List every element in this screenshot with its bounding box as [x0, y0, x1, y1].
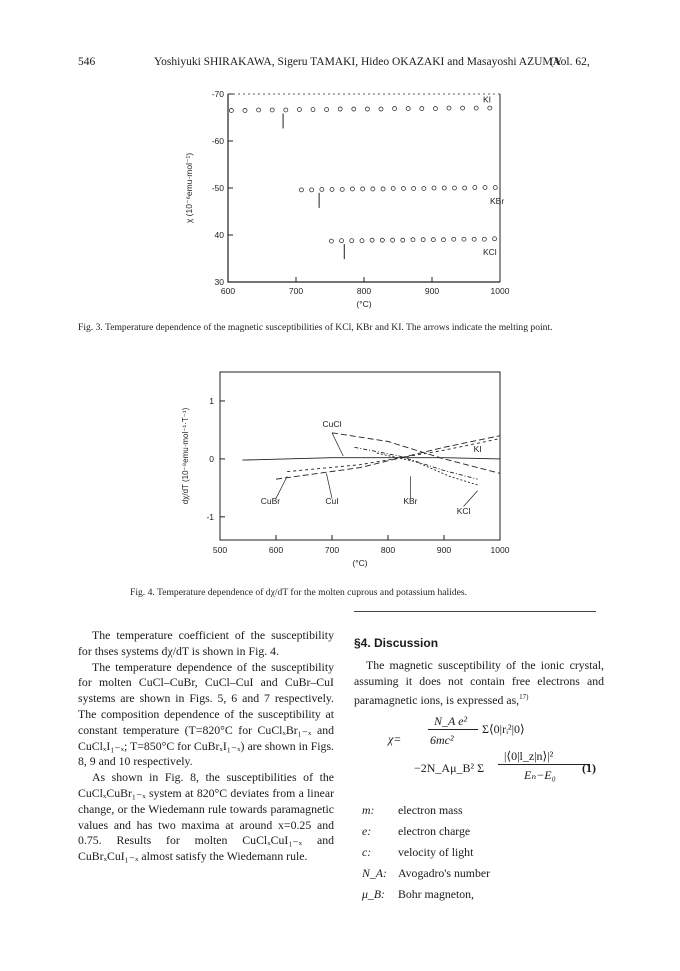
figure-3-y-tick-label: 30: [214, 277, 224, 287]
figure-3-data-point: [352, 107, 356, 111]
figure-4-leader-line: [326, 473, 332, 498]
figure-3-series-label: KI: [483, 94, 492, 105]
figure-3-x-tick-label: 800: [356, 286, 372, 296]
figure-3-data-point: [257, 108, 261, 112]
figure-3-data-point: [461, 106, 465, 110]
figure-3-data-point: [380, 238, 384, 242]
equation-number: (1): [582, 761, 596, 775]
eq-numerator-1: N_A e²: [434, 714, 468, 728]
figure-3-data-point: [442, 186, 446, 190]
figure-3-x-tick-label: 1000: [490, 286, 510, 296]
eq-term-2: −2N_Aμ_B² Σ: [414, 761, 485, 775]
def-text: Avogadro's number: [398, 866, 491, 880]
equation-1: [388, 714, 608, 794]
figure-3-data-point: [310, 188, 314, 192]
reference-mark: 17): [519, 692, 529, 701]
figure-3-data-point: [360, 239, 364, 243]
figure-3-data-point: [433, 107, 437, 111]
figure-4-series-label: CuI: [325, 496, 339, 507]
figure-3-series-label: KCl: [483, 247, 497, 258]
figure-3-data-point: [391, 186, 395, 190]
figure-3-y-tick-label: 40: [214, 230, 224, 240]
figure-3-data-point: [379, 107, 383, 111]
figure-4-series-label: KCl: [456, 505, 471, 516]
figure-4-x-tick-label: 500: [212, 545, 228, 555]
figure-3-data-point: [452, 186, 456, 190]
figure-3-data-point: [422, 186, 426, 190]
figure-3-x-tick-label: 600: [220, 286, 236, 296]
figure-3-y-axis-label: χ (10⁻⁶emu·mol⁻¹): [184, 152, 194, 224]
def-symbol: m:: [362, 803, 375, 817]
figure-4-series-label: CuCl: [322, 419, 342, 430]
right-column: [354, 636, 604, 708]
def-text: electron mass: [398, 803, 463, 817]
figure-3-data-point: [482, 237, 486, 241]
figure-3-data-point: [340, 239, 344, 243]
figure-3-y-tick-label: -70: [211, 89, 224, 99]
figure-3-x-tick-label: 700: [288, 286, 304, 296]
figure-4-x-tick-label: 800: [380, 545, 396, 555]
figure-3-data-point: [243, 108, 247, 112]
def-row: [362, 800, 602, 821]
def-symbol: N_A:: [362, 866, 387, 880]
page-number: 546: [78, 56, 96, 68]
figure-3-data-point: [420, 107, 424, 111]
figure-3-series-label: KBr: [490, 195, 505, 206]
figure-4: [170, 362, 520, 584]
figure-3-data-point: [412, 186, 416, 190]
figure-4-y-axis-label: dχ/dT (10⁻⁸emu·mol⁻¹·T⁻¹): [181, 407, 190, 505]
column-rule: [354, 611, 596, 612]
def-text: electron charge: [398, 824, 471, 838]
figure-4-y-tick-label: 0: [209, 453, 214, 464]
paragraph-2: The temperature dependence of the susceptibility for molten CuCl–CuBr, CuCl–CuI and CuBr–CuI systems are shown in Figs. 5, 6 and 7 respectively. The composition dependence of the susceptibility at constant temperature (T=820°C for CuClₓBr₁₋ₓ and CuClₓI₁₋ₓ; T=850°C for CuBrₓI₁₋ₓ) are shown in Figs. 8, 9 and 10 respectively.: [78, 659, 334, 769]
left-column: [78, 628, 334, 865]
figure-3-data-point: [473, 186, 477, 190]
def-text: velocity of light: [398, 845, 474, 859]
eq-sum-1: Σ⟨0|rᵢ²|0⟩: [482, 722, 525, 736]
figure-3-data-point: [284, 108, 288, 112]
def-row: [362, 863, 602, 884]
eq-lhs: χ=: [388, 732, 402, 746]
figure-3-plot: [184, 89, 510, 309]
figure-3-data-point: [442, 238, 446, 242]
figure-3-data-point: [350, 239, 354, 243]
figure-3-caption: Fig. 3. Temperature dependence of the magnetic susceptibilities of KCl, KBr and KI. The arrows indicate the melting point.: [78, 322, 553, 333]
figure-3-data-point: [325, 108, 329, 112]
figure-3-data-point: [447, 106, 451, 110]
figure-4-x-tick-label: 700: [324, 545, 340, 555]
figure-3: [170, 82, 520, 312]
eq-denominator-2: Eₙ−E₀: [524, 768, 556, 782]
paragraph-3: As shown in Fig. 8, the susceptibilities of the CuClₓCuBr₁₋ₓ system at 820°C deviates from a linear change, or the Wiedemann rule towards paramagnetic values and has two maxima at around x=0.25 and 0.75. Results for molten CuClₓCuI₁₋ₓ and CuBrₓCuI₁₋ₓ almost satisfy the Wiedemann rule.: [78, 770, 334, 864]
figure-3-data-point: [431, 238, 435, 242]
figure-4-leader-line: [332, 433, 343, 456]
figure-3-data-point: [229, 108, 233, 112]
intro-text: The magnetic susceptibility of the ionic crystal, assuming it does not contain free electrons and paramagnetic ions, is expressed as,: [354, 658, 604, 707]
figure-3-data-point: [270, 108, 274, 112]
figure-4-x-axis-label: (°C): [352, 558, 368, 568]
figure-4-x-tick-label: 600: [268, 545, 284, 555]
figure-3-data-point: [350, 187, 354, 191]
eq-denominator-1: 6mc²: [430, 733, 454, 747]
figure-4-y-tick-label: -1: [206, 511, 214, 522]
figure-3-data-point: [381, 187, 385, 191]
figure-3-data-point: [452, 237, 456, 241]
figure-3-data-point: [472, 237, 476, 241]
figure-3-data-point: [393, 107, 397, 111]
figure-3-data-point: [370, 238, 374, 242]
figure-3-data-point: [493, 186, 497, 190]
figure-3-data-point: [371, 187, 375, 191]
figure-3-data-point: [401, 238, 405, 242]
figure-3-data-point: [330, 187, 334, 191]
figure-4-x-tick-label: 900: [436, 545, 452, 555]
figure-4-caption: Fig. 4. Temperature dependence of dχ/dT for the molten cuprous and potassium halides.: [130, 587, 468, 598]
def-row: [362, 821, 602, 842]
figure-3-y-tick-label: -50: [211, 183, 224, 193]
figure-4-leader-line: [276, 476, 287, 498]
figure-3-data-point: [421, 238, 425, 242]
figure-3-data-point: [311, 108, 315, 112]
running-head-authors: Yoshiyuki SHIRAKAWA, Sigeru TAMAKI, Hideo OKAZAKI and Masayoshi AZUMA: [154, 56, 561, 68]
figure-3-data-point: [391, 238, 395, 242]
figure-3-data-point: [411, 238, 415, 242]
figure-4-plot: [181, 372, 510, 568]
figure-4-y-tick-label: 1: [209, 395, 214, 406]
figure-4-x-tick-label: 1000: [490, 545, 510, 555]
def-symbol: e:: [362, 824, 372, 838]
figure-3-x-tick-label: 900: [424, 286, 440, 296]
figure-4-series-label: KI: [473, 443, 482, 454]
figure-4-leader-line: [464, 491, 478, 507]
figure-3-data-point: [361, 187, 365, 191]
figure-3-y-tick-label: -60: [211, 136, 224, 146]
figure-3-data-point: [338, 107, 342, 111]
section-heading: §4. Discussion: [354, 636, 439, 650]
def-symbol: c:: [362, 845, 372, 859]
figure-3-data-point: [320, 187, 324, 191]
figure-3-data-point: [297, 108, 301, 112]
figure-3-data-point: [483, 186, 487, 190]
figure-3-data-point: [401, 186, 405, 190]
def-text: Bohr magneton,: [398, 887, 475, 901]
def-row: [362, 842, 602, 863]
figure-3-data-point: [463, 186, 467, 190]
running-head-volume: (Vol. 62,: [550, 56, 590, 68]
eq-fraction-bar-2: [498, 764, 590, 765]
symbol-definitions: [362, 800, 602, 905]
paragraph-1: The temperature coefficient of the susceptibility for thses systems dχ/dT is shown in Fig. 4.: [78, 628, 334, 658]
figure-3-data-point: [474, 106, 478, 110]
figure-3-data-point: [299, 188, 303, 192]
figure-3-data-point: [488, 106, 492, 110]
eq-numerator-2: |⟨0|l_z|n⟩|²: [504, 749, 554, 763]
figure-3-data-point: [462, 237, 466, 241]
figure-3-data-point: [340, 187, 344, 191]
figure-4-series-label: KBr: [403, 496, 418, 507]
figure-3-data-point: [329, 239, 333, 243]
def-symbol: μ_B:: [362, 887, 385, 901]
figure-3-data-point: [365, 107, 369, 111]
figure-3-data-point: [432, 186, 436, 190]
discussion-intro: [354, 658, 604, 708]
figure-4-series-label: CuBr: [260, 496, 281, 507]
figure-3-x-axis-label: (°C): [356, 299, 372, 309]
def-row: [362, 884, 602, 905]
eq-fraction-bar-1: [428, 729, 478, 730]
figure-3-data-point: [406, 107, 410, 111]
figure-4-series-line: [242, 458, 500, 460]
figure-3-data-point: [493, 237, 497, 241]
